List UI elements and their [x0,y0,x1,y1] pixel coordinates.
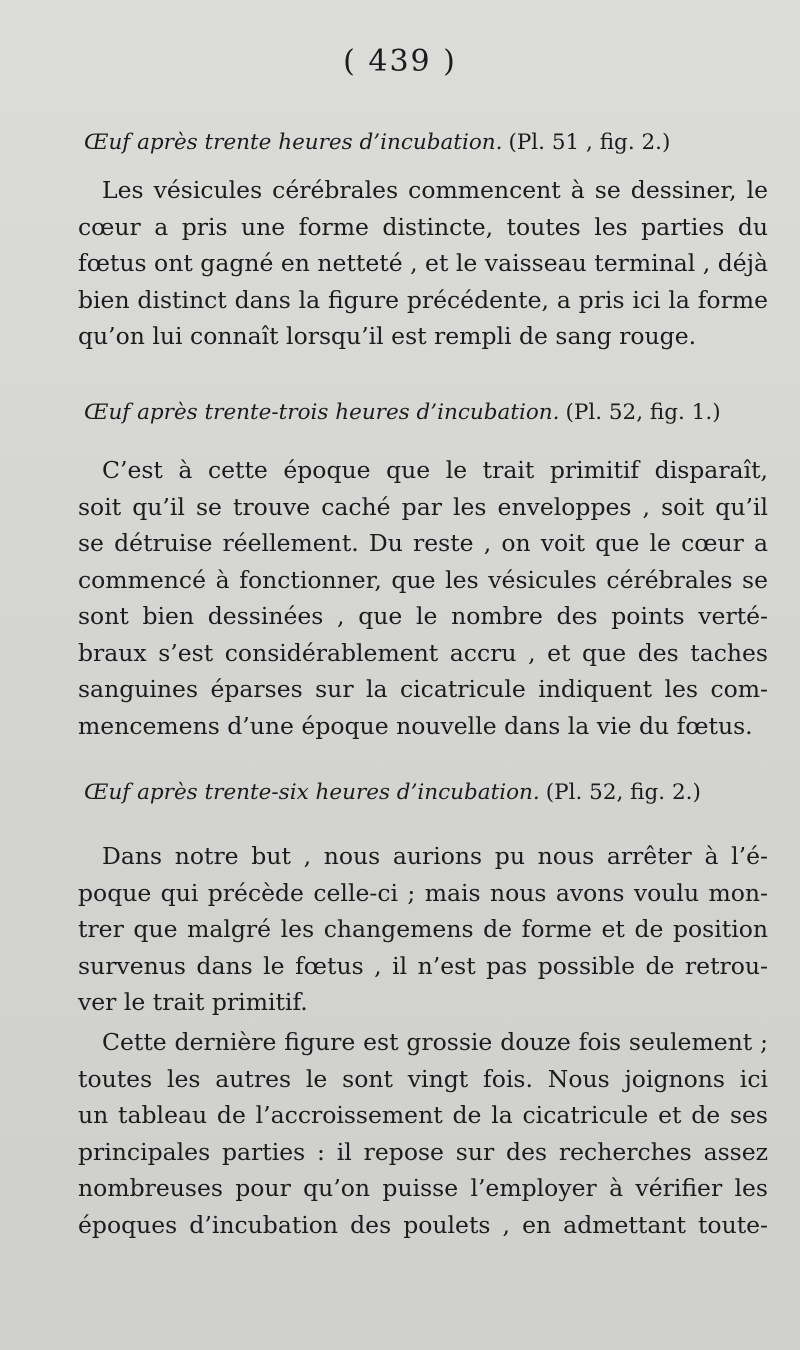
text-line: poque qui précède celle-ci ; mais nous avons voulu mon- [78,878,768,907]
heading-text: Œuf après trente heures d’incubation. [84,130,503,155]
text-line: cœur a pris une forme distincte, toutes les parties du [78,212,768,241]
paragraph-2 [78,452,768,744]
paragraph-4 [78,1024,768,1243]
section-heading-3 [84,780,764,805]
text-line: nombreuses pour qu’on puisse l’employer à vérifier les [78,1174,768,1202]
paragraph-1 [78,172,768,355]
text-line: braux s’est considérablement accru , et que des taches [78,638,768,667]
text-line: qu’on lui connaît lorsqu’il est rempli de sang rouge. [78,322,697,350]
text-line: commencé à fonctionner, que les vésicules cérébrales se [78,565,768,594]
text-line: toutes les autres le sont vingt fois. Nous joignons ici [78,1064,768,1093]
plate-reference: (Pl. 52, fig. 1.) [565,400,721,425]
text-line: fœtus ont gagné en netteté , et le vaisseau terminal , déjà [78,249,768,277]
heading-text: Œuf après trente-six heures d’incubation. [84,780,540,805]
text-line: sanguines éparses sur la cicatricule indiquent les com- [78,675,768,703]
section-heading-1 [84,130,764,155]
text-line: Dans notre but , nous aurions pu nous arrêter à l’é- [102,842,768,870]
text-line: principales parties : il repose sur des recherches assez [78,1137,768,1166]
text-line: Les vésicules cérébrales commencent à se dessiner, le [102,176,768,204]
text-line: se détruise réellement. Du reste , on voit que le cœur a [78,529,768,557]
text-line: époques d’incubation des poulets , en admettant toute- [78,1210,768,1239]
paragraph-3 [78,838,768,1021]
text-line: C’est à cette époque que le trait primitif disparaît, [102,456,768,484]
text-line: bien distinct dans la figure précédente, a pris ici la forme [78,285,768,314]
text-line: soit qu’il se trouve caché par les enveloppes , soit qu’il [78,492,768,521]
text-line: un tableau de l’accroissement de la cicatricule et de ses [78,1101,768,1129]
text-line: mencemens d’une époque nouvelle dans la vie du fœtus. [78,711,753,740]
text-line: Cette dernière figure est grossie douze fois seulement ; [102,1028,768,1056]
page-number: ( 439 ) [343,44,457,79]
heading-text: Œuf après trente-trois heures d’incubation. [84,400,560,425]
plate-reference: (Pl. 52, fig. 2.) [545,780,701,805]
plate-reference: (Pl. 51 , fig. 2.) [508,130,671,155]
text-line: survenus dans le fœtus , il n’est pas possible de retrou- [78,951,768,980]
text-line: trer que malgré les changemens de forme et de position [78,915,768,943]
text-line: ver le trait primitif. [78,988,308,1016]
section-heading-2 [84,400,764,425]
text-line: sont bien dessinées , que le nombre des points verté- [78,602,768,630]
